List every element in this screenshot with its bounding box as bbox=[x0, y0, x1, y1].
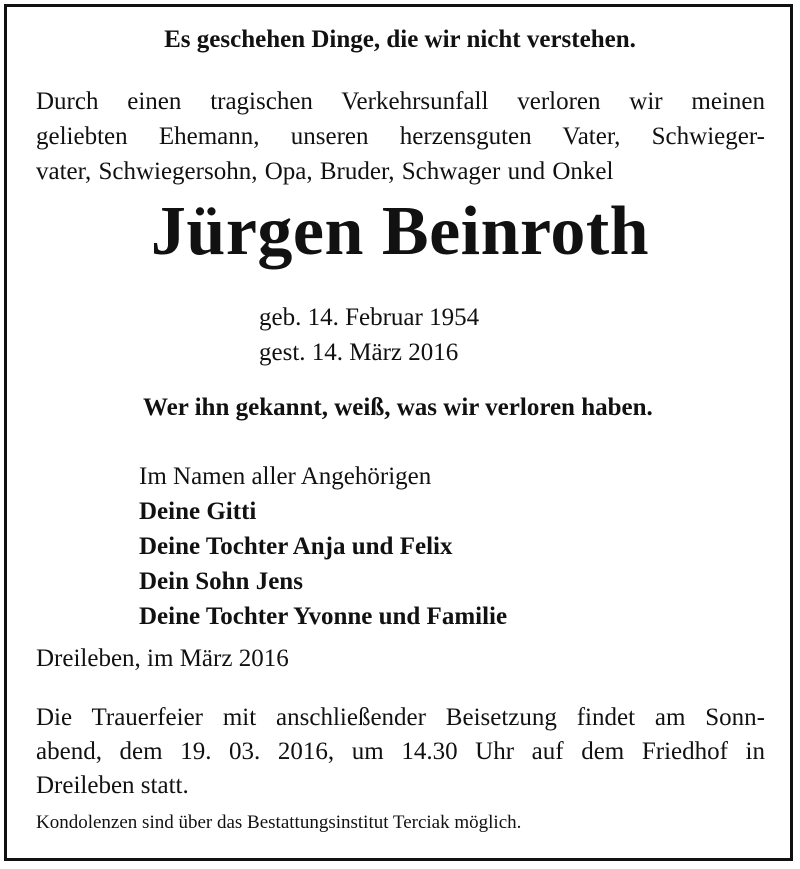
mourner-name: Deine Tochter Yvonne und Familie bbox=[139, 603, 508, 630]
mourners-signature bbox=[139, 459, 507, 634]
funeral-line: Die Trauerfeier mit anschließender Beisetzung findet am Sonn- bbox=[36, 704, 765, 731]
funeral-line: abend, dem 19. 03. 2016, um 14.30 Uhr auf dem Friedhof in bbox=[36, 738, 765, 765]
memorial-quote: Wer ihn gekannt, weiß, was wir verloren haben. bbox=[143, 394, 653, 421]
deceased-name: Jürgen Beinroth bbox=[150, 193, 650, 270]
signature-intro: Im Namen aller Angehörigen bbox=[139, 463, 432, 490]
intro-line: vater, Schwiegersohn, Opa, Bruder, Schwager und Onkel bbox=[36, 158, 614, 185]
motto-heading: Es geschehen Dinge, die wir nicht verstehen. bbox=[164, 26, 636, 53]
death-date: gest. 14. März 2016 bbox=[259, 339, 459, 366]
intro-line: geliebten Ehemann, unseren herzensguten Vater, Schwieger- bbox=[36, 123, 765, 150]
condolences-note: Kondolenzen sind über das Bestattungsinstitut Terciak möglich. bbox=[36, 812, 522, 833]
mourner-name: Dein Sohn Jens bbox=[139, 568, 303, 595]
birth-date: geb. 14. Februar 1954 bbox=[259, 304, 480, 331]
life-dates bbox=[259, 300, 479, 370]
mourner-name: Deine Tochter Anja und Felix bbox=[139, 533, 453, 560]
funeral-notice bbox=[36, 701, 765, 803]
funeral-line: Dreileben statt. bbox=[36, 772, 189, 799]
intro-paragraph bbox=[36, 84, 765, 189]
mourner-name: Deine Gitti bbox=[139, 498, 257, 525]
place-and-date: Dreileben, im März 2016 bbox=[36, 645, 289, 672]
intro-line: Durch einen tragischen Verkehrsunfall verloren wir meinen bbox=[36, 88, 765, 115]
